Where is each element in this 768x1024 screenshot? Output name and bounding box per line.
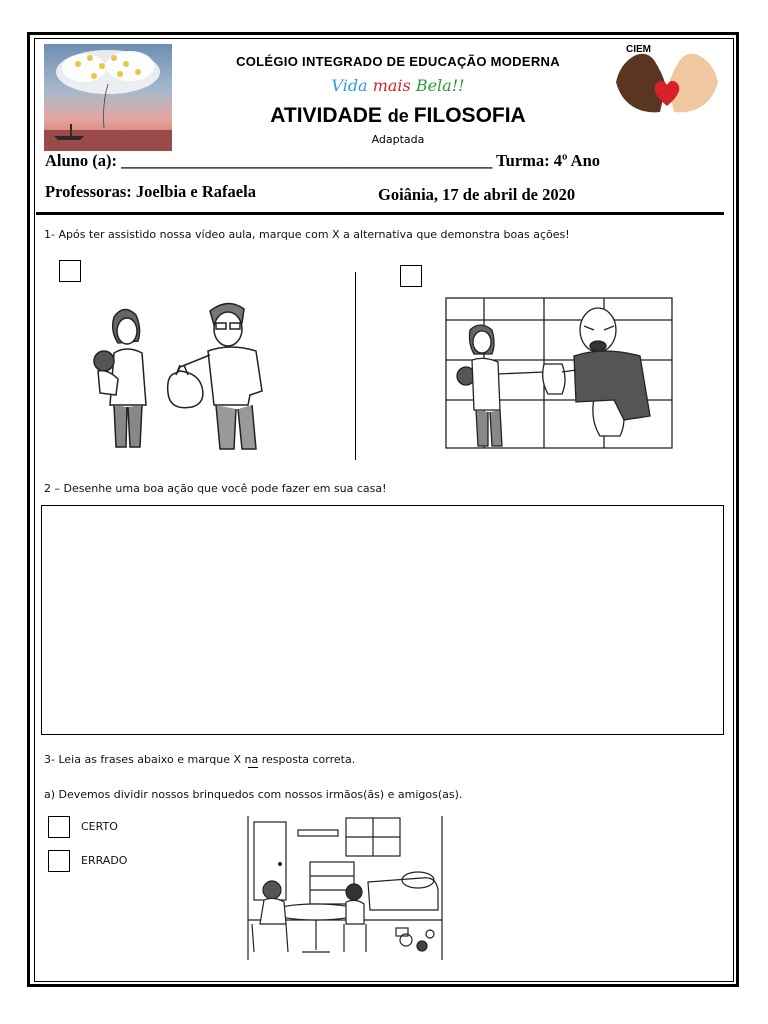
subtitle: Adaptada xyxy=(371,133,425,146)
title-subject: FILOSOFIA xyxy=(413,104,526,127)
ciem-logo xyxy=(610,42,724,126)
date-line: Goiânia, 17 de abril de 2020 xyxy=(378,185,576,204)
school-logo-image xyxy=(44,44,172,151)
q3a-errado-label: ERRADO xyxy=(81,854,128,867)
q1-column-divider xyxy=(355,272,356,460)
q3a-certo-checkbox[interactable] xyxy=(48,816,70,838)
teachers-line: Professoras: Joelbia e Rafaela xyxy=(45,182,256,201)
illustration-refusing-help xyxy=(444,290,674,450)
page-title xyxy=(190,104,606,128)
slogan-bela: Bela!! xyxy=(415,76,465,95)
illustration-offering-help xyxy=(80,295,290,455)
question-2-text: 2 – Desenhe uma boa ação que você pode fazer em sua casa! xyxy=(44,482,387,495)
header-divider xyxy=(36,212,724,215)
title-main: ATIVIDADE xyxy=(270,104,388,127)
title-de: de xyxy=(387,106,414,126)
slogan-mais: mais xyxy=(372,76,416,95)
q3a-errado-checkbox[interactable] xyxy=(48,850,70,872)
q1-option-1-checkbox[interactable] xyxy=(59,260,81,282)
slogan-vida: Vida xyxy=(331,76,373,95)
school-name: COLÉGIO INTEGRADO DE EDUCAÇÃO MODERNA xyxy=(236,54,560,69)
question-3a-text: a) Devemos dividir nossos brinquedos com nossos irmãos(ãs) e amigos(as). xyxy=(44,788,463,801)
q1-option-2-checkbox[interactable] xyxy=(400,265,422,287)
student-line: Aluno (a): _____________________________________________ Turma: 4º Ano xyxy=(45,151,601,170)
illustration-children-sharing xyxy=(246,812,444,962)
q3-x-underline xyxy=(248,767,258,768)
q3a-certo-label: CERTO xyxy=(81,820,118,833)
question-3-text: 3- Leia as frases abaixo e marque X na resposta correta. xyxy=(44,753,356,766)
question-1-text: 1- Após ter assistido nossa vídeo aula, marque com X a alternativa que demonstra boas ações! xyxy=(44,228,570,241)
drawing-area[interactable] xyxy=(41,505,724,735)
ciem-logo-text: CIEM xyxy=(626,44,651,55)
slogan xyxy=(190,76,606,95)
